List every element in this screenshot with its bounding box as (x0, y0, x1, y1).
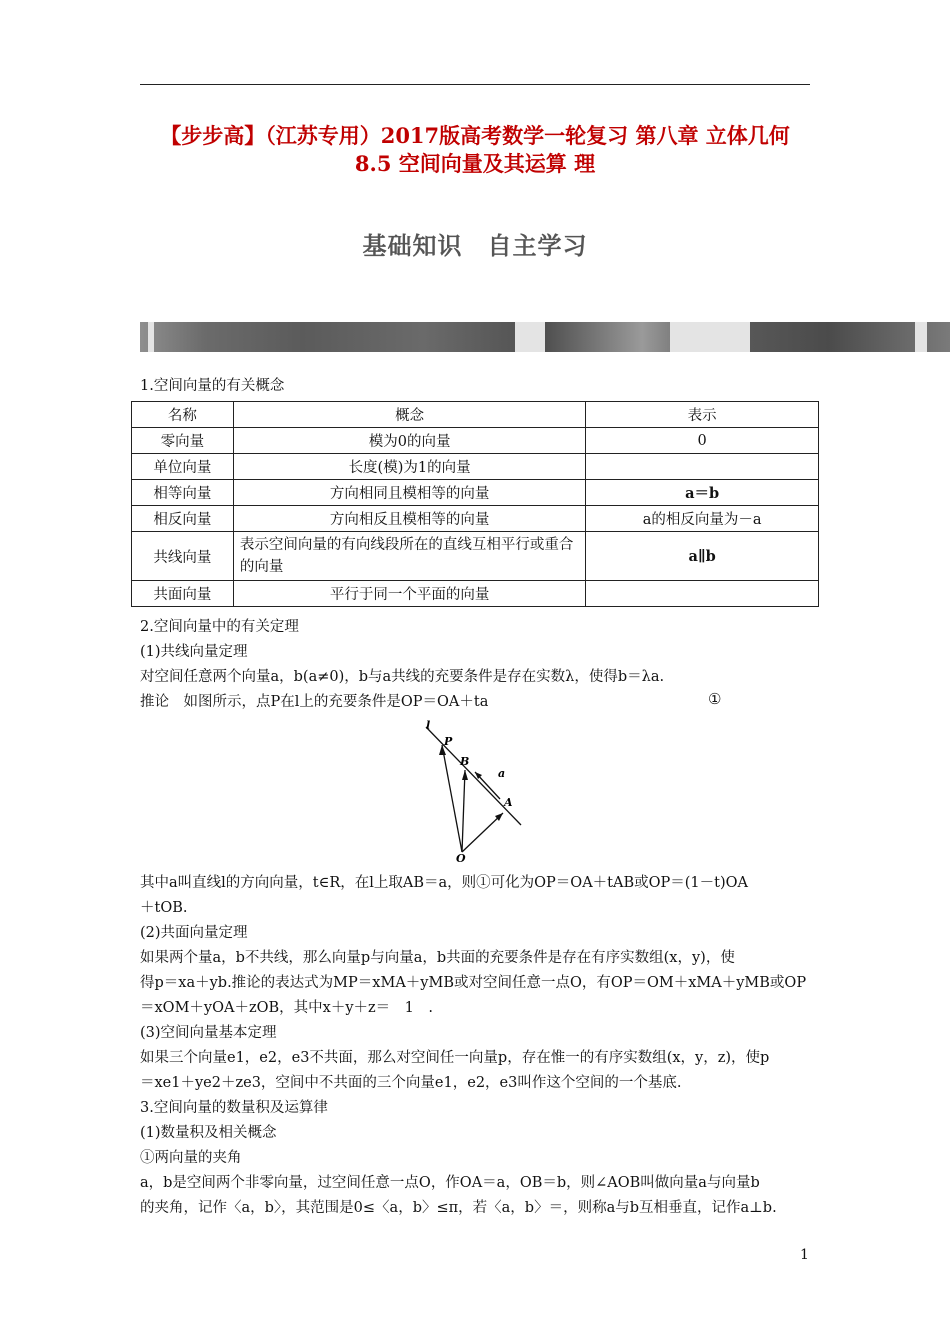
paragraph: a，b是空间两个非零向量，过空间任意一点O，作OA＝a，OB＝b，则∠AOB叫做向量a与向量b (140, 1175, 760, 1191)
collinear-vector-figure (418, 715, 528, 865)
doc-title-line1: 【步步高】（江苏专用）2017版高考数学一轮复习 第八章 立体几何 (160, 123, 790, 148)
table-cell: a的相反向量为－a (586, 506, 819, 532)
figure-label: l (426, 719, 431, 732)
paragraph: ＋tOB. (140, 900, 188, 916)
table-row (132, 581, 819, 607)
table-cell: 0 (586, 428, 819, 454)
table-row (132, 532, 819, 581)
table-cell: 长度(模)为1的向量 (233, 454, 585, 480)
table-row (132, 454, 819, 480)
table-cell: 方向相同且模相等的向量 (233, 480, 585, 506)
page-number: 1 (800, 1247, 809, 1263)
figure-label: P (444, 735, 453, 748)
header-rule (140, 84, 810, 85)
concept-table (131, 401, 819, 607)
paragraph: ＝xe1＋ye2＋ze3，空间中不共面的三个向量e1，e2，e3叫作这个空间的一个基底. (140, 1075, 682, 1091)
table-cell: 表示空间向量的有向线段所在的直线互相平行或重合的向量 (233, 532, 585, 581)
table-row (132, 506, 819, 532)
table-cell: 共面向量 (132, 581, 234, 607)
table-header-row (132, 402, 819, 428)
table-cell (586, 581, 819, 607)
table-header-cell: 表示 (586, 402, 819, 428)
figure-label: A (504, 796, 513, 809)
table-cell: a＝b (586, 480, 819, 506)
table-row (132, 428, 819, 454)
table-cell: 平行于同一个平面的向量 (233, 581, 585, 607)
figure-label: O (456, 852, 466, 865)
subheading-3-1: (1)数量积及相关概念 (140, 1125, 277, 1141)
heading-1: 1.空间向量的有关概念 (140, 378, 285, 394)
table-cell (586, 454, 819, 480)
subheading-2-1: (1)共线向量定理 (140, 644, 248, 660)
paragraph: 的夹角，记作〈a，b〉，其范围是0≤〈a，b〉≤π，若〈a，b〉＝，则称a与b互相垂直，记作a⊥b. (140, 1200, 777, 1216)
figure-label: a (498, 767, 506, 780)
subheading-2-3: (3)空间向量基本定理 (140, 1025, 277, 1041)
doc-title-line2: 8.5 空间向量及其运算 理 (354, 151, 596, 176)
table-cell: a∥b (586, 532, 819, 581)
paragraph: ＝xOM＋yOA＋zOB，其中x＋y＋z＝ 1 . (140, 1000, 433, 1016)
table-cell: 共线向量 (132, 532, 234, 581)
subheading-2-2: (2)共面向量定理 (140, 925, 248, 941)
table-header-cell: 名称 (132, 402, 234, 428)
table-cell: 相反向量 (132, 506, 234, 532)
equation-marker: ① (708, 690, 722, 708)
paragraph: 如果两个量a，b不共线，那么向量p与向量a，b共面的充要条件是存在有序实数组(x，y)，使 (140, 950, 735, 966)
heading-3: 3.空间向量的数量积及运算律 (140, 1100, 328, 1116)
table-cell: 方向相反且模相等的向量 (233, 506, 585, 532)
table-header-cell: 概念 (233, 402, 585, 428)
paragraph: 其中a叫直线l的方向向量，t∈R，在l上取AB＝a，则①可化为OP＝OA＋tAB或OP＝(1－t)OA (140, 875, 748, 891)
section-title: 基础知识 自主学习 (362, 232, 588, 260)
heading-2: 2.空间向量中的有关定理 (140, 619, 299, 635)
section-banner (140, 322, 950, 352)
table-cell: 零向量 (132, 428, 234, 454)
paragraph: 得p＝xa＋yb.推论的表达式为MP＝xMA＋yMB或对空间任意一点O，有OP＝OM＋xMA＋yMB或OP (140, 975, 807, 991)
paragraph: 对空间任意两个向量a，b(a≠0)，b与a共线的充要条件是存在实数λ，使得b＝λa. (140, 669, 665, 685)
table-cell: 模为0的向量 (233, 428, 585, 454)
figure-label: B (460, 755, 470, 768)
table-cell: 相等向量 (132, 480, 234, 506)
subheading-angle: ①两向量的夹角 (140, 1150, 242, 1166)
table-row (132, 480, 819, 506)
corollary-text: 推论 如图所示，点P在l上的充要条件是OP＝OA＋ta (140, 694, 489, 710)
table-cell: 单位向量 (132, 454, 234, 480)
paragraph: 如果三个向量e1，e2，e3不共面，那么对空间任一向量p，存在惟一的有序实数组(x，y，z)，使p (140, 1050, 770, 1066)
